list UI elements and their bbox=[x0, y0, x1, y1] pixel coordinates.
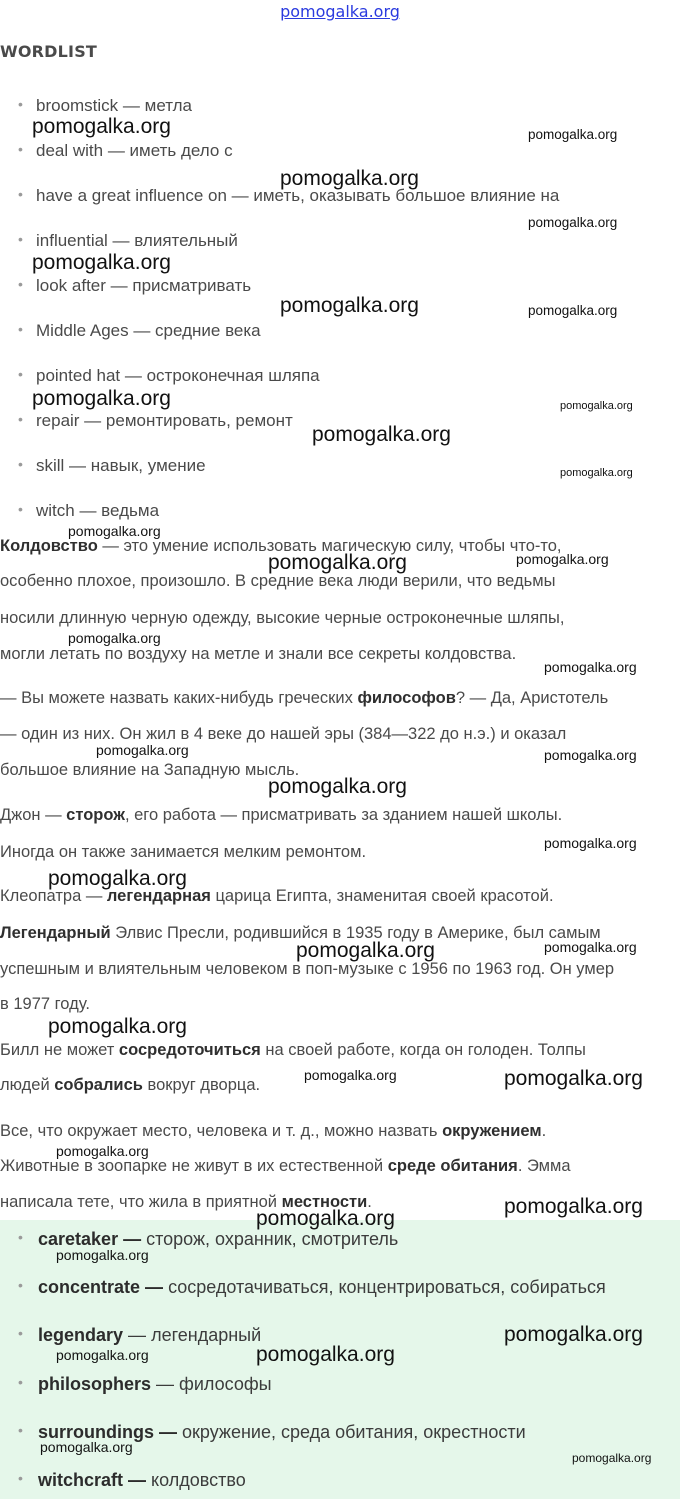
text: Животные в зоопарке не живут в их естественной bbox=[0, 1157, 388, 1175]
paragraph-line bbox=[0, 1157, 571, 1176]
watermark-text: pomogalka.org bbox=[68, 630, 161, 646]
vocab-word: witchcraft bbox=[38, 1470, 124, 1490]
wordlist-item bbox=[18, 456, 206, 476]
vocab-word: concentrate bbox=[38, 1277, 141, 1297]
text: написала тете, что жила в приятной bbox=[0, 1193, 282, 1211]
wordlist-text: deal with — иметь дело с bbox=[36, 141, 233, 160]
bullet-icon: • bbox=[18, 456, 23, 472]
text: . Эмма bbox=[517, 1157, 571, 1175]
watermark-text: pomogalka.org bbox=[48, 867, 187, 890]
wordlist-item bbox=[18, 231, 238, 251]
paragraph-line: могли летать по воздуху на метле и знали все секреты колдовства. bbox=[0, 645, 517, 663]
wordlist-item bbox=[18, 411, 293, 431]
vocab-meaning: философы bbox=[179, 1374, 272, 1394]
vocab-separator: — bbox=[118, 1229, 147, 1249]
vocab-separator: — bbox=[151, 1374, 180, 1394]
text: Билл не может bbox=[0, 1041, 119, 1059]
text: — Вы можете назвать каких-нибудь греческих bbox=[0, 689, 358, 707]
paragraph-line: носили длинную черную одежду, высокие черные остроконечные шляпы, bbox=[0, 609, 565, 627]
text: . bbox=[541, 1122, 547, 1140]
text: . bbox=[367, 1193, 372, 1211]
bullet-icon: • bbox=[18, 1422, 23, 1438]
watermark-text: pomogalka.org bbox=[312, 423, 451, 446]
watermark-text: pomogalka.org bbox=[504, 1323, 643, 1346]
term-bold: окружением bbox=[442, 1122, 542, 1140]
bullet-icon: • bbox=[18, 1374, 23, 1390]
watermark-text: pomogalka.org bbox=[572, 1451, 652, 1465]
watermark-text: pomogalka.org bbox=[296, 939, 435, 962]
bullet-icon: • bbox=[18, 321, 23, 337]
paragraph-line bbox=[0, 806, 562, 825]
watermark-text: pomogalka.org bbox=[516, 551, 609, 567]
vocab-item bbox=[18, 1374, 272, 1395]
vocab-word: philosophers bbox=[38, 1374, 152, 1394]
watermark-text: pomogalka.org bbox=[256, 1343, 395, 1366]
watermark-text: pomogalka.org bbox=[528, 215, 618, 230]
wordlist-item bbox=[18, 276, 252, 296]
vocab-meaning: легендарный bbox=[151, 1325, 262, 1345]
watermark-text: pomogalka.org bbox=[528, 303, 618, 318]
watermark-text: pomogalka.org bbox=[256, 1207, 395, 1230]
wordlist-text: have a great influence on — иметь, оказывать большое влияние на bbox=[36, 186, 560, 205]
watermark-text: pomogalka.org bbox=[268, 775, 407, 798]
text: вокруг дворца. bbox=[142, 1076, 261, 1094]
term-bold: сосредоточиться bbox=[118, 1041, 261, 1059]
vocab-item bbox=[18, 1277, 606, 1298]
term-bold: философов bbox=[357, 689, 456, 707]
bullet-icon: • bbox=[18, 231, 23, 247]
wordlist-item bbox=[18, 321, 261, 341]
top-site-link[interactable]: pomogalka.org bbox=[280, 2, 400, 21]
bullet-icon: • bbox=[18, 141, 23, 157]
watermark-text: pomogalka.org bbox=[32, 115, 171, 138]
vocab-meaning: сторож, охранник, смотритель bbox=[146, 1229, 399, 1249]
watermark-text: pomogalka.org bbox=[504, 1067, 643, 1090]
term-bold: собрались bbox=[54, 1076, 143, 1094]
term-bold: Колдовство bbox=[0, 537, 98, 555]
watermark-text: pomogalka.org bbox=[56, 1143, 149, 1159]
wordlist-item bbox=[18, 96, 192, 116]
bullet-icon: • bbox=[18, 276, 23, 292]
wordlist-text: pointed hat — остроконечная шляпа bbox=[36, 366, 320, 385]
text: — это умение использовать магическую силу, чтобы что-то, bbox=[97, 537, 562, 555]
bullet-icon: • bbox=[18, 366, 23, 382]
paragraph-line: успешным и влиятельным человеком в поп-музыке с 1956 по 1963 год. Он умер bbox=[0, 960, 615, 978]
vocab-separator: — bbox=[123, 1325, 152, 1345]
bullet-icon: • bbox=[18, 411, 23, 427]
paragraph-line: особенно плохое, произошло. В средние века люди верили, что ведьмы bbox=[0, 572, 556, 590]
text: людей bbox=[0, 1076, 55, 1094]
bullet-icon: • bbox=[18, 1229, 23, 1245]
watermark-text: pomogalka.org bbox=[96, 742, 189, 758]
watermark-text: pomogalka.org bbox=[560, 467, 633, 479]
vocab-word: surroundings bbox=[38, 1422, 154, 1442]
wordlist-text: influential — влиятельный bbox=[36, 231, 238, 250]
watermark-text: pomogalka.org bbox=[56, 1247, 149, 1263]
watermark-text: pomogalka.org bbox=[280, 167, 419, 190]
wordlist-item bbox=[18, 501, 160, 521]
bullet-icon: • bbox=[18, 1325, 23, 1341]
bullet-icon: • bbox=[18, 96, 23, 112]
paragraph-line bbox=[0, 1122, 546, 1141]
watermark-text: pomogalka.org bbox=[544, 835, 637, 851]
watermark-text: pomogalka.org bbox=[32, 251, 171, 274]
term-bold: Легендарный bbox=[0, 924, 111, 942]
vocab-item bbox=[18, 1325, 262, 1346]
text: на своей работе, когда он голоден. Толпы bbox=[260, 1041, 586, 1059]
wordlist-text: repair — ремонтировать, ремонт bbox=[36, 411, 293, 430]
vocab-separator: — bbox=[123, 1470, 152, 1490]
paragraph-line bbox=[0, 689, 608, 708]
watermark-text: pomogalka.org bbox=[268, 551, 407, 574]
watermark-text: pomogalka.org bbox=[544, 659, 637, 675]
text: , его работа — присматривать за зданием нашей школы. bbox=[124, 806, 563, 824]
vocab-meaning: колдовство bbox=[151, 1470, 246, 1490]
text: Клеопатра — bbox=[0, 887, 107, 905]
vocab-separator: — bbox=[154, 1422, 183, 1442]
vocab-word: legendary bbox=[38, 1325, 124, 1345]
watermark-text: pomogalka.org bbox=[544, 939, 637, 955]
watermark-text: pomogalka.org bbox=[40, 1439, 133, 1455]
paragraph-line: — один из них. Он жил в 4 веке до нашей эры (384—322 до н.э.) и оказал bbox=[0, 725, 567, 743]
wordlist-text: broomstick — метла bbox=[36, 96, 192, 115]
wordlist-item bbox=[18, 366, 320, 386]
wordlist-heading: WORDLIST bbox=[0, 42, 98, 61]
paragraph-line bbox=[0, 1041, 586, 1060]
term-bold: среде обитания bbox=[387, 1157, 518, 1175]
text: царица Египта, знаменитая своей красотой. bbox=[210, 887, 554, 905]
paragraph-line: большое влияние на Западную мысль. bbox=[0, 761, 300, 779]
bullet-icon: • bbox=[18, 501, 23, 517]
text: Элвис Пресли, родившийся в 1935 году в Америке, был самым bbox=[110, 924, 601, 942]
term-bold: легендарная bbox=[106, 887, 211, 905]
vocab-meaning: сосредотачиваться, концентрироваться, собираться bbox=[168, 1277, 606, 1297]
paragraph-line bbox=[0, 1076, 260, 1095]
vocab-meaning: окружение, среда обитания, окрестности bbox=[182, 1422, 526, 1442]
wordlist-text: skill — навык, умение bbox=[36, 456, 206, 475]
paragraph-line: Иногда он также занимается мелким ремонтом. bbox=[0, 843, 367, 861]
wordlist-text: Middle Ages — средние века bbox=[36, 321, 261, 340]
term-bold: сторож bbox=[66, 806, 125, 824]
wordlist-text: look after — присматривать bbox=[36, 276, 252, 295]
watermark-text: pomogalka.org bbox=[304, 1067, 397, 1083]
watermark-text: pomogalka.org bbox=[528, 127, 618, 142]
wordlist-item bbox=[18, 141, 233, 161]
watermark-text: pomogalka.org bbox=[544, 747, 637, 763]
watermark-text: pomogalka.org bbox=[504, 1195, 643, 1218]
watermark-text: pomogalka.org bbox=[68, 523, 161, 539]
wordlist-text: witch — ведьма bbox=[36, 501, 160, 520]
vocab-word: caretaker bbox=[38, 1229, 119, 1249]
paragraph-line: в 1977 году. bbox=[0, 995, 90, 1013]
watermark-text: pomogalka.org bbox=[280, 294, 419, 317]
bullet-icon: • bbox=[18, 186, 23, 202]
watermark-text: pomogalka.org bbox=[560, 400, 633, 412]
term-bold: местности bbox=[281, 1193, 368, 1211]
text: Все, что окружает место, человека и т. д., можно назвать bbox=[0, 1122, 443, 1140]
vocab-separator: — bbox=[140, 1277, 169, 1297]
vocab-item bbox=[18, 1470, 246, 1491]
watermark-text: pomogalka.org bbox=[56, 1347, 149, 1363]
bullet-icon: • bbox=[18, 1277, 23, 1293]
text: Джон — bbox=[0, 806, 67, 824]
watermark-text: pomogalka.org bbox=[32, 387, 171, 410]
bullet-icon: • bbox=[18, 1470, 23, 1486]
watermark-text: pomogalka.org bbox=[48, 1015, 187, 1038]
text: ? — Да, Аристотель bbox=[455, 689, 609, 707]
